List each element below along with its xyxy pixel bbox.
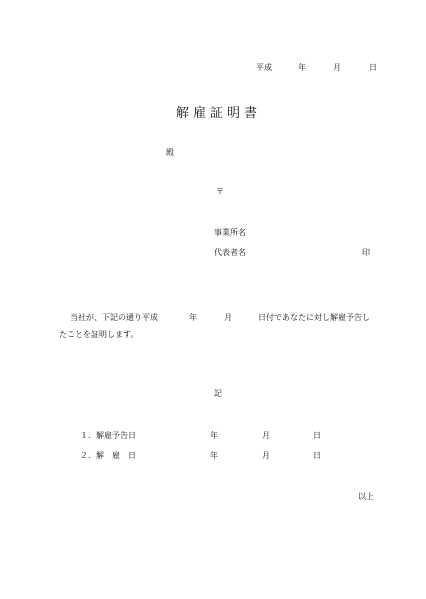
body-month-label: 月 — [224, 313, 232, 322]
item-notice-date-label: １．解雇予告日 — [80, 431, 136, 440]
seal-mark: 印 — [362, 248, 370, 257]
body-year-label: 年 — [189, 313, 197, 322]
item-dismissal-year: 年 — [210, 451, 218, 460]
item-notice-year: 年 — [210, 431, 218, 440]
header-day-label: 日 — [369, 63, 377, 72]
company-name-label: 事業所名 — [214, 228, 246, 237]
item-dismissal-date-label: ２．解 雇 日 — [80, 451, 136, 460]
item-notice-month: 月 — [262, 431, 270, 440]
ki-mark: 記 — [214, 389, 222, 398]
representative-label: 代表者名 — [214, 248, 246, 257]
document-title: 解雇証明書 — [176, 106, 262, 121]
item-notice-day: 日 — [313, 431, 321, 440]
item-dismissal-day: 日 — [313, 451, 321, 460]
recipient-suffix: 殿 — [166, 148, 174, 157]
header-era: 平成 — [256, 63, 272, 72]
body-line1-prefix: 当社が、下記の通り平成 — [70, 313, 158, 322]
header-month-label: 月 — [333, 63, 341, 72]
item-dismissal-month: 月 — [262, 451, 270, 460]
postal-mark: 〒 — [216, 187, 224, 196]
header-year-label: 年 — [298, 63, 306, 72]
closing-text: 以上 — [358, 492, 374, 501]
body-line2: たことを証明します。 — [59, 330, 139, 339]
body-line1-suffix: 日付であなたに対し解雇予告し — [258, 313, 370, 322]
